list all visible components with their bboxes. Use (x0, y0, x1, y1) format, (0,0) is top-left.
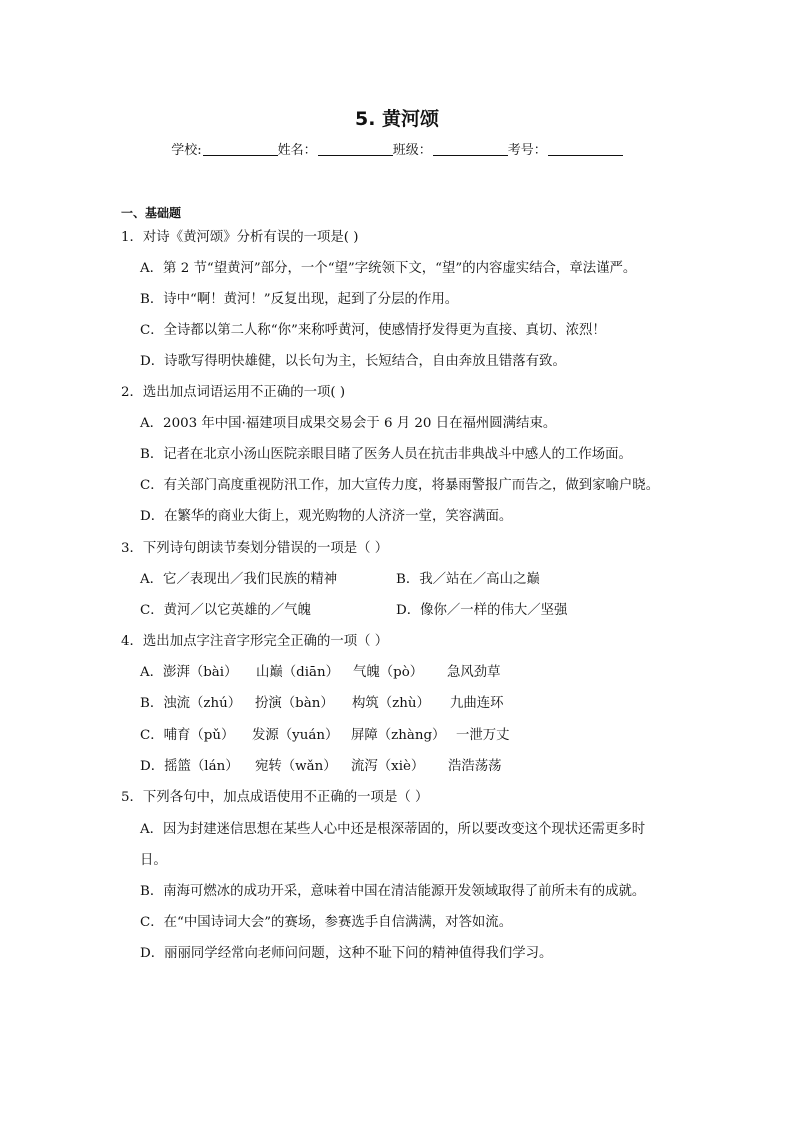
id-field[interactable] (508, 139, 623, 158)
option-d-word-3: 流泻（xiè） (351, 759, 425, 774)
option-d-word-2: 宛转（wǎn） (255, 759, 337, 774)
option-b-word-3: 构筑（zhù） (352, 696, 430, 711)
option-b (140, 695, 504, 713)
question-stem: 1．对诗《黄河颂》分析有误的一项是( ) (121, 230, 359, 245)
question-stem: 4．选出加点字注音字形完全正确的一项（ ） (121, 634, 389, 649)
name-blank[interactable] (318, 141, 393, 156)
option-d: D．丽丽同学经常向老师问问题，这种不耻下问的精神值得我们学习。 (140, 946, 553, 961)
school-field[interactable] (171, 139, 277, 158)
section-heading: 一、基础题 (121, 206, 182, 220)
question-stem: 3．下列诗句朗读节奏划分错误的一项是（ ） (121, 541, 389, 556)
option-b-word-4: 九曲连环 (450, 696, 504, 711)
school-blank[interactable] (203, 141, 278, 156)
option-d: D．在繁华的商业大街上，观光购物的人济济一堂，笑容满面。 (140, 509, 513, 524)
option-b: B．诗中“啊！黄河！”反复出现，起到了分层的作用。 (140, 292, 459, 307)
option-c: C．全诗都以第二人称“你”来称呼黄河，使感情抒发得更为直接、真切、浓烈！ (140, 323, 606, 338)
option-a-word-2: 山巅（diān） (256, 665, 340, 680)
option-b-word-1: B．浊流（zhú） (140, 696, 242, 711)
id-blank[interactable] (548, 141, 623, 156)
option-a-word-1: A．澎湃（bài） (140, 665, 238, 680)
id-label: 考号： (507, 143, 547, 158)
option-a: A．2003 年中国·福建项目成果交易会于 6 月 20 日在福州圆满结束。 (140, 416, 557, 431)
question-stem: 5．下列各句中，加点成语使用不正确的一项是（ ） (121, 790, 429, 805)
option-c (140, 727, 510, 745)
option-a (140, 664, 501, 682)
option-b-word-2: 扮演（bàn） (255, 696, 334, 711)
option-d-word-1: D．摇篮（lán） (140, 759, 239, 774)
option-c-word-3: 屏障（zhàng） (351, 728, 446, 743)
option-a-continued: 日。 (140, 853, 167, 868)
option-c: C．黄河／以它英雄的／气魄 (140, 603, 311, 618)
option-d (140, 758, 502, 776)
question-stem: 2．选出加点词语运用不正确的一项( ) (121, 385, 346, 400)
class-field[interactable] (393, 139, 508, 158)
option-b: B．南海可燃冰的成功开采，意味着中国在清洁能源开发领域取得了前所未有的成就。 (140, 884, 646, 899)
option-d-word-4: 浩浩荡荡 (448, 759, 502, 774)
option-a-word-4: 急风劲草 (447, 665, 501, 680)
school-label: 学校: (171, 143, 202, 158)
option-c-word-1: C．哺育（pǔ） (140, 728, 235, 743)
class-label: 班级： (392, 143, 432, 158)
option-c: C．有关部门高度重视防汛工作，加大宣传力度，将暴雨警报广而告之，做到家喻户晓。 (140, 478, 660, 493)
option-c: C．在“中国诗词大会”的赛场，参赛选手自信满满，对答如流。 (140, 915, 513, 930)
option-c-word-2: 发源（yuán） (252, 728, 339, 743)
name-label: 姓名： (277, 143, 317, 158)
option-a: A．第 2 节“望黄河”部分，一个“望”字统领下文，“望”的内容虚实结合，章法谨严。 (140, 261, 637, 276)
class-blank[interactable] (433, 141, 508, 156)
option-d: D．像你／一样的伟大／坚强 (396, 603, 568, 618)
option-b: B．记者在北京小汤山医院亲眼目睹了医务人员在抗击非典战斗中感人的工作场面。 (140, 447, 632, 462)
option-a-word-3: 气魄（pò） (353, 665, 424, 680)
student-info-row (0, 139, 794, 158)
name-field[interactable] (278, 139, 393, 158)
option-c-word-4: 一泄万丈 (456, 728, 510, 743)
option-d: D．诗歌写得明快雄健，以长句为主，长短结合，自由奔放且错落有致。 (140, 354, 566, 369)
option-a: A．因为封建迷信思想在某些人心中还是根深蒂固的，所以要改变这个现状还需更多时 (140, 822, 646, 837)
page-title: 5. 黄河颂 (354, 108, 440, 130)
option-a: A．它／表现出／我们民族的精神 (140, 572, 338, 587)
option-b: B．我／站在／高山之巅 (396, 572, 540, 587)
